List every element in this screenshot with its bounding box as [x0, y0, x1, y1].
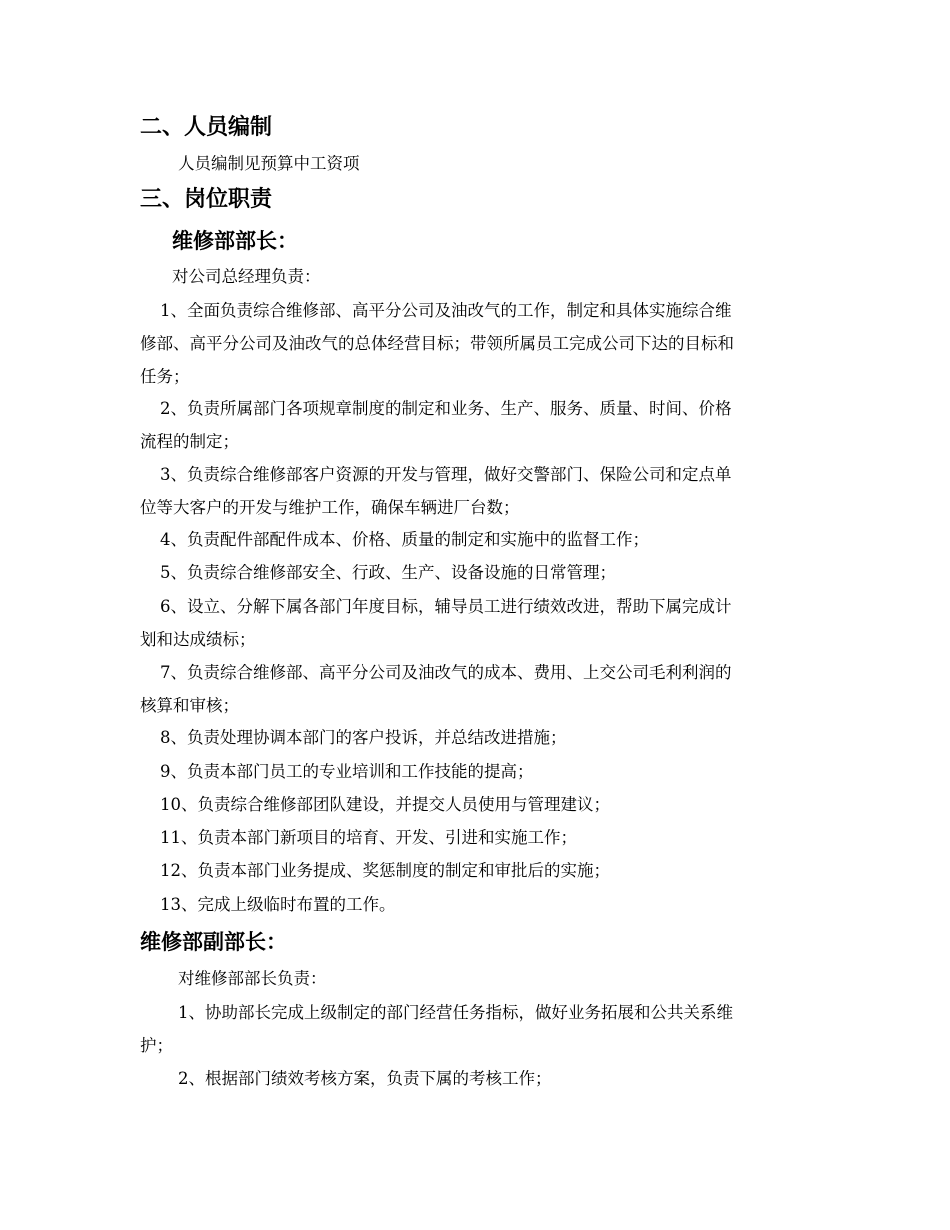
minister-duty-2: [140, 392, 815, 458]
duty-line: 12、负责本部门业务提成、奖惩制度的制定和审批后的实施；: [160, 861, 610, 880]
minister-reports-to: 对公司总经理负责：: [172, 267, 321, 286]
staffing-text: 人员编制见预算中工资项: [178, 154, 360, 173]
duty-line: 修部、高平分公司及油改气的总体经营目标；带领所属员工完成公司下达的目标和: [140, 334, 734, 353]
deputy-reports-to: 对维修部部长负责：: [178, 969, 327, 988]
duty-line: 划和达成绩标；: [140, 630, 256, 649]
section-heading-staffing: 二、人员编制: [140, 114, 273, 140]
duty-line: 8、负责处理协调本部门的客户投诉，并总结改进措施；: [160, 728, 567, 747]
duty-line: 2、负责所属部门各项规章制度的制定和业务、生产、服务、质量、时间、价格: [160, 399, 732, 418]
minister-duty-9: [140, 755, 815, 788]
duty-line: 11、负责本部门新项目的培育、开发、引进和实施工作；: [160, 828, 577, 847]
minister-duty-12: [140, 854, 815, 887]
duty-line: 核算和审核；: [140, 696, 239, 715]
minister-duty-13: [140, 888, 815, 921]
duty-line: 护；: [140, 1036, 173, 1055]
duty-line: 6、设立、分解下属各部门年度目标，辅导员工进行绩效改进，帮助下属完成计: [160, 597, 732, 616]
minister-duty-3: [140, 458, 815, 524]
duty-line: 10、负责综合维修部团队建设，并提交人员使用与管理建议；: [160, 795, 610, 814]
deputy-title: 维修部副部长：: [140, 929, 287, 954]
duty-line: 位等大客户的开发与维护工作，确保车辆进厂台数；: [140, 498, 520, 517]
minister-duty-7: [140, 656, 815, 722]
minister-duty-10: [140, 788, 815, 821]
duty-line: 2、根据部门绩效考核方案，负责下属的考核工作；: [178, 1069, 552, 1088]
minister-duty-6: [140, 590, 815, 656]
duty-line: 流程的制定；: [140, 432, 239, 451]
minister-duty-8: [140, 721, 815, 754]
minister-duty-4: [140, 523, 815, 556]
minister-duty-5: [140, 556, 815, 589]
duty-line: 9、负责本部门员工的专业培训和工作技能的提高；: [160, 762, 534, 781]
deputy-duty-2: [140, 1062, 815, 1095]
duty-line: 13、完成上级临时布置的工作。: [160, 895, 396, 914]
section-heading-duties: 三、岗位职责: [140, 186, 273, 212]
duty-line: 5、负责综合维修部安全、行政、生产、设备设施的日常管理；: [160, 563, 616, 582]
duty-line: 4、负责配件部配件成本、价格、质量的制定和实施中的监督工作；: [160, 530, 649, 549]
deputy-duty-1: [140, 996, 815, 1062]
duty-line: 1、全面负责综合维修部、高平分公司及油改气的工作，制定和具体实施综合维: [160, 301, 732, 320]
duty-line: 1、协助部长完成上级制定的部门经营任务指标，做好业务拓展和公共关系维: [178, 1003, 733, 1022]
minister-duty-11: [140, 821, 815, 854]
duty-line: 3、负责综合维修部客户资源的开发与管理，做好交警部门、保险公司和定点单: [160, 465, 732, 484]
minister-title: 维修部部长：: [172, 228, 298, 253]
duty-line: 7、负责综合维修部、高平分公司及油改气的成本、费用、上交公司毛利利润的: [160, 663, 732, 682]
duty-line: 任务；: [140, 367, 190, 386]
minister-duty-1: [140, 294, 815, 393]
